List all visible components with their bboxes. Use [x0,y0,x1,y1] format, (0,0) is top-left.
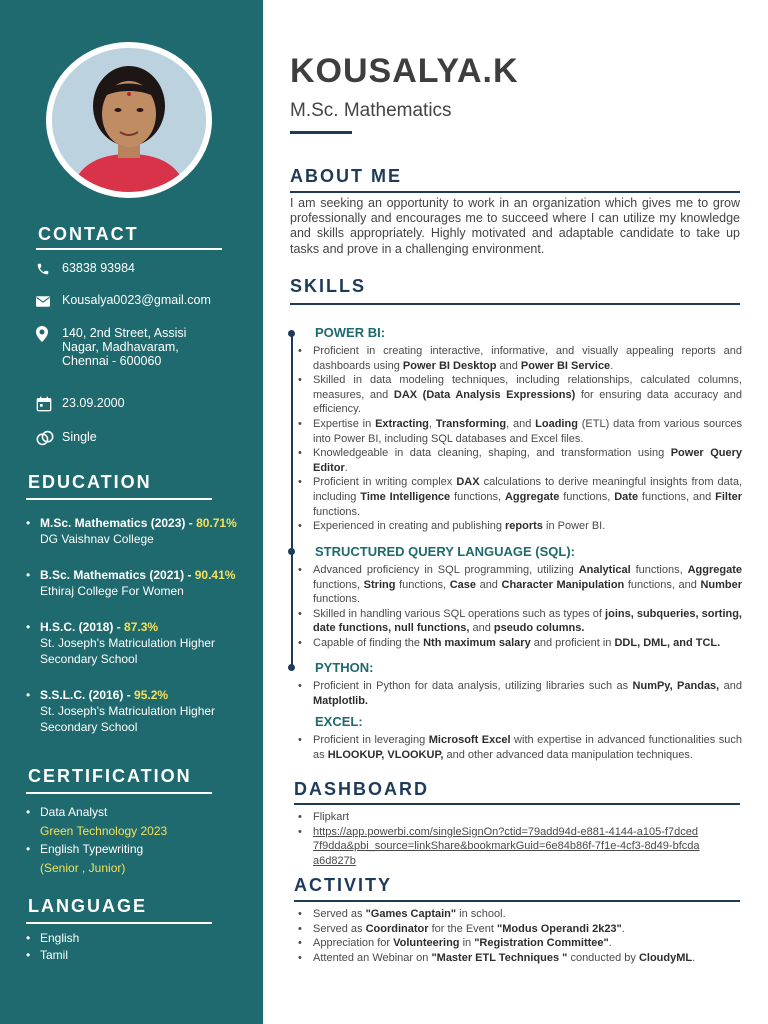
phone-number: 63838 93984 [62,261,135,275]
dashboard-divider [294,803,740,805]
contact-heading: CONTACT [38,224,139,244]
certification-divider [26,792,212,794]
activity-list [296,907,742,965]
list-item: • Knowledgeable in data cleaning, shaping, and transformation using Power Query Editor. [298,447,742,474]
skills-divider [290,303,740,305]
activity-divider [294,900,740,902]
marital-status: Single [62,430,97,444]
education-item: • H.S.C. (2018) - 87.3% St. Joseph's Matriculation Higher Secondary School [26,619,226,667]
mail-icon [36,293,54,309]
education-heading: EDUCATION [28,472,152,492]
language-divider [26,922,212,924]
timeline-dot [288,330,295,337]
list-item: • Proficient in Python for data analysis, utilizing libraries such as NumPy, Pandas, and Matplotlib. [298,680,742,707]
list-item: • Proficient in writing complex DAX calculations to derive meaningful insights from data, including Time Intelligence functions, Aggregate functions, Date functions, and Filter functions. [298,476,743,518]
contact-address [36,326,207,368]
certification-item: • Data Analyst [26,805,108,819]
about-divider [290,191,740,193]
certification-item: • English Typewriting [26,842,144,856]
certification-heading: CERTIFICATION [28,766,192,786]
list-item: • Served as Coordinator for the Event "Modus Operandi 2k23". [298,922,625,935]
address-text: 140, 2nd Street, Assisi Nagar, Madhavaram, Chennai - 600060 [62,326,187,368]
dashboard-link[interactable]: https://app.powerbi.com/singleSignOn?ctid=79add94d-e881-4144-a105-f7dced7f9dda&pbi_source=linkShare&bookmarkGuid=6e84b86f-7f1e-4cf3-8d49-bfcdaa6d827b [313,825,700,867]
about-heading: ABOUT ME [290,166,402,186]
list-item: • https://app.powerbi.com/singleSignOn?ctid=79add94d-e881-4144-a105-f7dced7f9dda&pbi_source=linkShare&bookmarkGuid=6e84b86f-7f1e-4cf3-8d49-bfcdaa6d827b [298,825,700,867]
language-list [26,930,79,964]
education-school: DG Vaishnav College [40,532,154,546]
list-item: • Advanced proficiency in SQL programming, utilizing Analytical functions, Aggregate functions, String functions, Case and Character Manipulation functions, and Number functions. [298,564,743,606]
list-item: • Attented an Webinar on "Master ETL Techniques " conducted by CloudyML. [298,951,696,964]
list-item: • Skilled in data modeling techniques, including relationships, calculated columns, measures, and DAX (Data Analysis Expressions) for ensuring data accuracy and efficiency. [298,374,742,416]
date-of-birth: 23.09.2000 [62,396,125,410]
skill-title-sql: STRUCTURED QUERY LANGUAGE (SQL): [315,544,575,559]
language-item: • English [26,931,80,945]
calendar-icon [36,396,54,412]
list-item: • Appreciation for Volunteering in "Registration Committee". [298,937,612,950]
education-school: St. Joseph's Matriculation Higher Secondary School [40,704,216,734]
skill-title-python: PYTHON: [315,660,374,675]
education-school: St. Joseph's Matriculation Higher Secondary School [40,636,216,666]
skills-heading: SKILLS [290,276,367,296]
dashboard-heading: DASHBOARD [294,779,429,799]
list-item: • Expertise in Extracting, Transforming, and Loading (ETL) data from various sources into Power BI, including SQL databases and Excel files. [298,417,742,445]
phone-icon [36,261,54,277]
list-item: • Served as "Games Captain" in school. [298,908,506,920]
email-address: Kousalya0023@gmail.com [62,293,211,307]
list-item: • Experienced in creating and publishing reports in Power BI. [298,520,606,533]
education-item: • S.S.L.C. (2016) - 95.2% St. Joseph's Matriculation Higher Secondary School [26,687,226,735]
location-pin-icon [36,326,54,342]
skill-title-powerbi: POWER BI: [315,325,386,340]
contact-dob [36,396,212,412]
candidate-name: KOUSALYA.K [290,52,519,90]
skill-title-excel: EXCEL: [315,714,363,729]
profile-photo [52,48,206,192]
certification-list [26,803,256,877]
title-underline [290,131,352,134]
excel-skill-list [296,733,742,762]
contact-phone [36,261,212,277]
list-item: • Flipkart [296,810,742,825]
list-item: • Capable of finding the Nth maximum salary and proficient in DDL, DML, and TCL. [298,636,721,649]
rings-icon [36,430,54,446]
timeline-dot [288,664,295,671]
sql-skill-list [296,563,742,651]
sidebar [0,0,263,1024]
timeline-dot [288,548,295,555]
python-skill-list [296,679,742,708]
education-divider [26,498,212,500]
list-item: • Proficient in leveraging Microsoft Excel with expertise in advanced functionalities such as HLOOKUP, VLOOKUP, and other advanced data manipulation techniques. [298,734,743,761]
certification-detail: (Senior , Junior) [40,860,126,875]
contact-divider [36,248,222,250]
language-heading: LANGUAGE [28,896,147,916]
education-school: Ethiraj College For Women [40,584,184,598]
candidate-degree: M.Sc. Mathematics [290,100,452,121]
activity-heading: ACTIVITY [294,875,393,895]
profile-photo-image [52,48,206,192]
education-item: • B.Sc. Mathematics (2021) - 90.41% Ethiraj College For Women [26,567,256,599]
certification-detail: Green Technology 2023 [40,823,168,838]
dashboard-list [296,810,742,868]
about-text: I am seeking an opportunity to work in an organization which gives me to grow professionally and encourages me to succeed where I can utilize my knowledge and skills appropriately. Highly motivated and adaptable candidate to take up tasks and prove in a challenging environment. [290,196,740,256]
contact-marital-status [36,430,212,446]
list-item: • Skilled in handling various SQL operations such as types of joins, subqueries, sorting, date functions, null functions, and pseudo columns. [298,607,742,635]
powerbi-skill-list [296,344,742,534]
education-item: • M.Sc. Mathematics (2023) - 80.71% DG Vaishnav College [26,515,256,547]
contact-email [36,293,232,309]
list-item: • Proficient in creating interactive, informative, and visually appealing reports and dashboards using Power BI Desktop and Power BI Service. [298,345,742,372]
dashboard-name: Flipkart [313,811,350,823]
profile-photo-frame [46,42,212,198]
skills-timeline [291,333,293,668]
language-item: • Tamil [26,948,69,962]
